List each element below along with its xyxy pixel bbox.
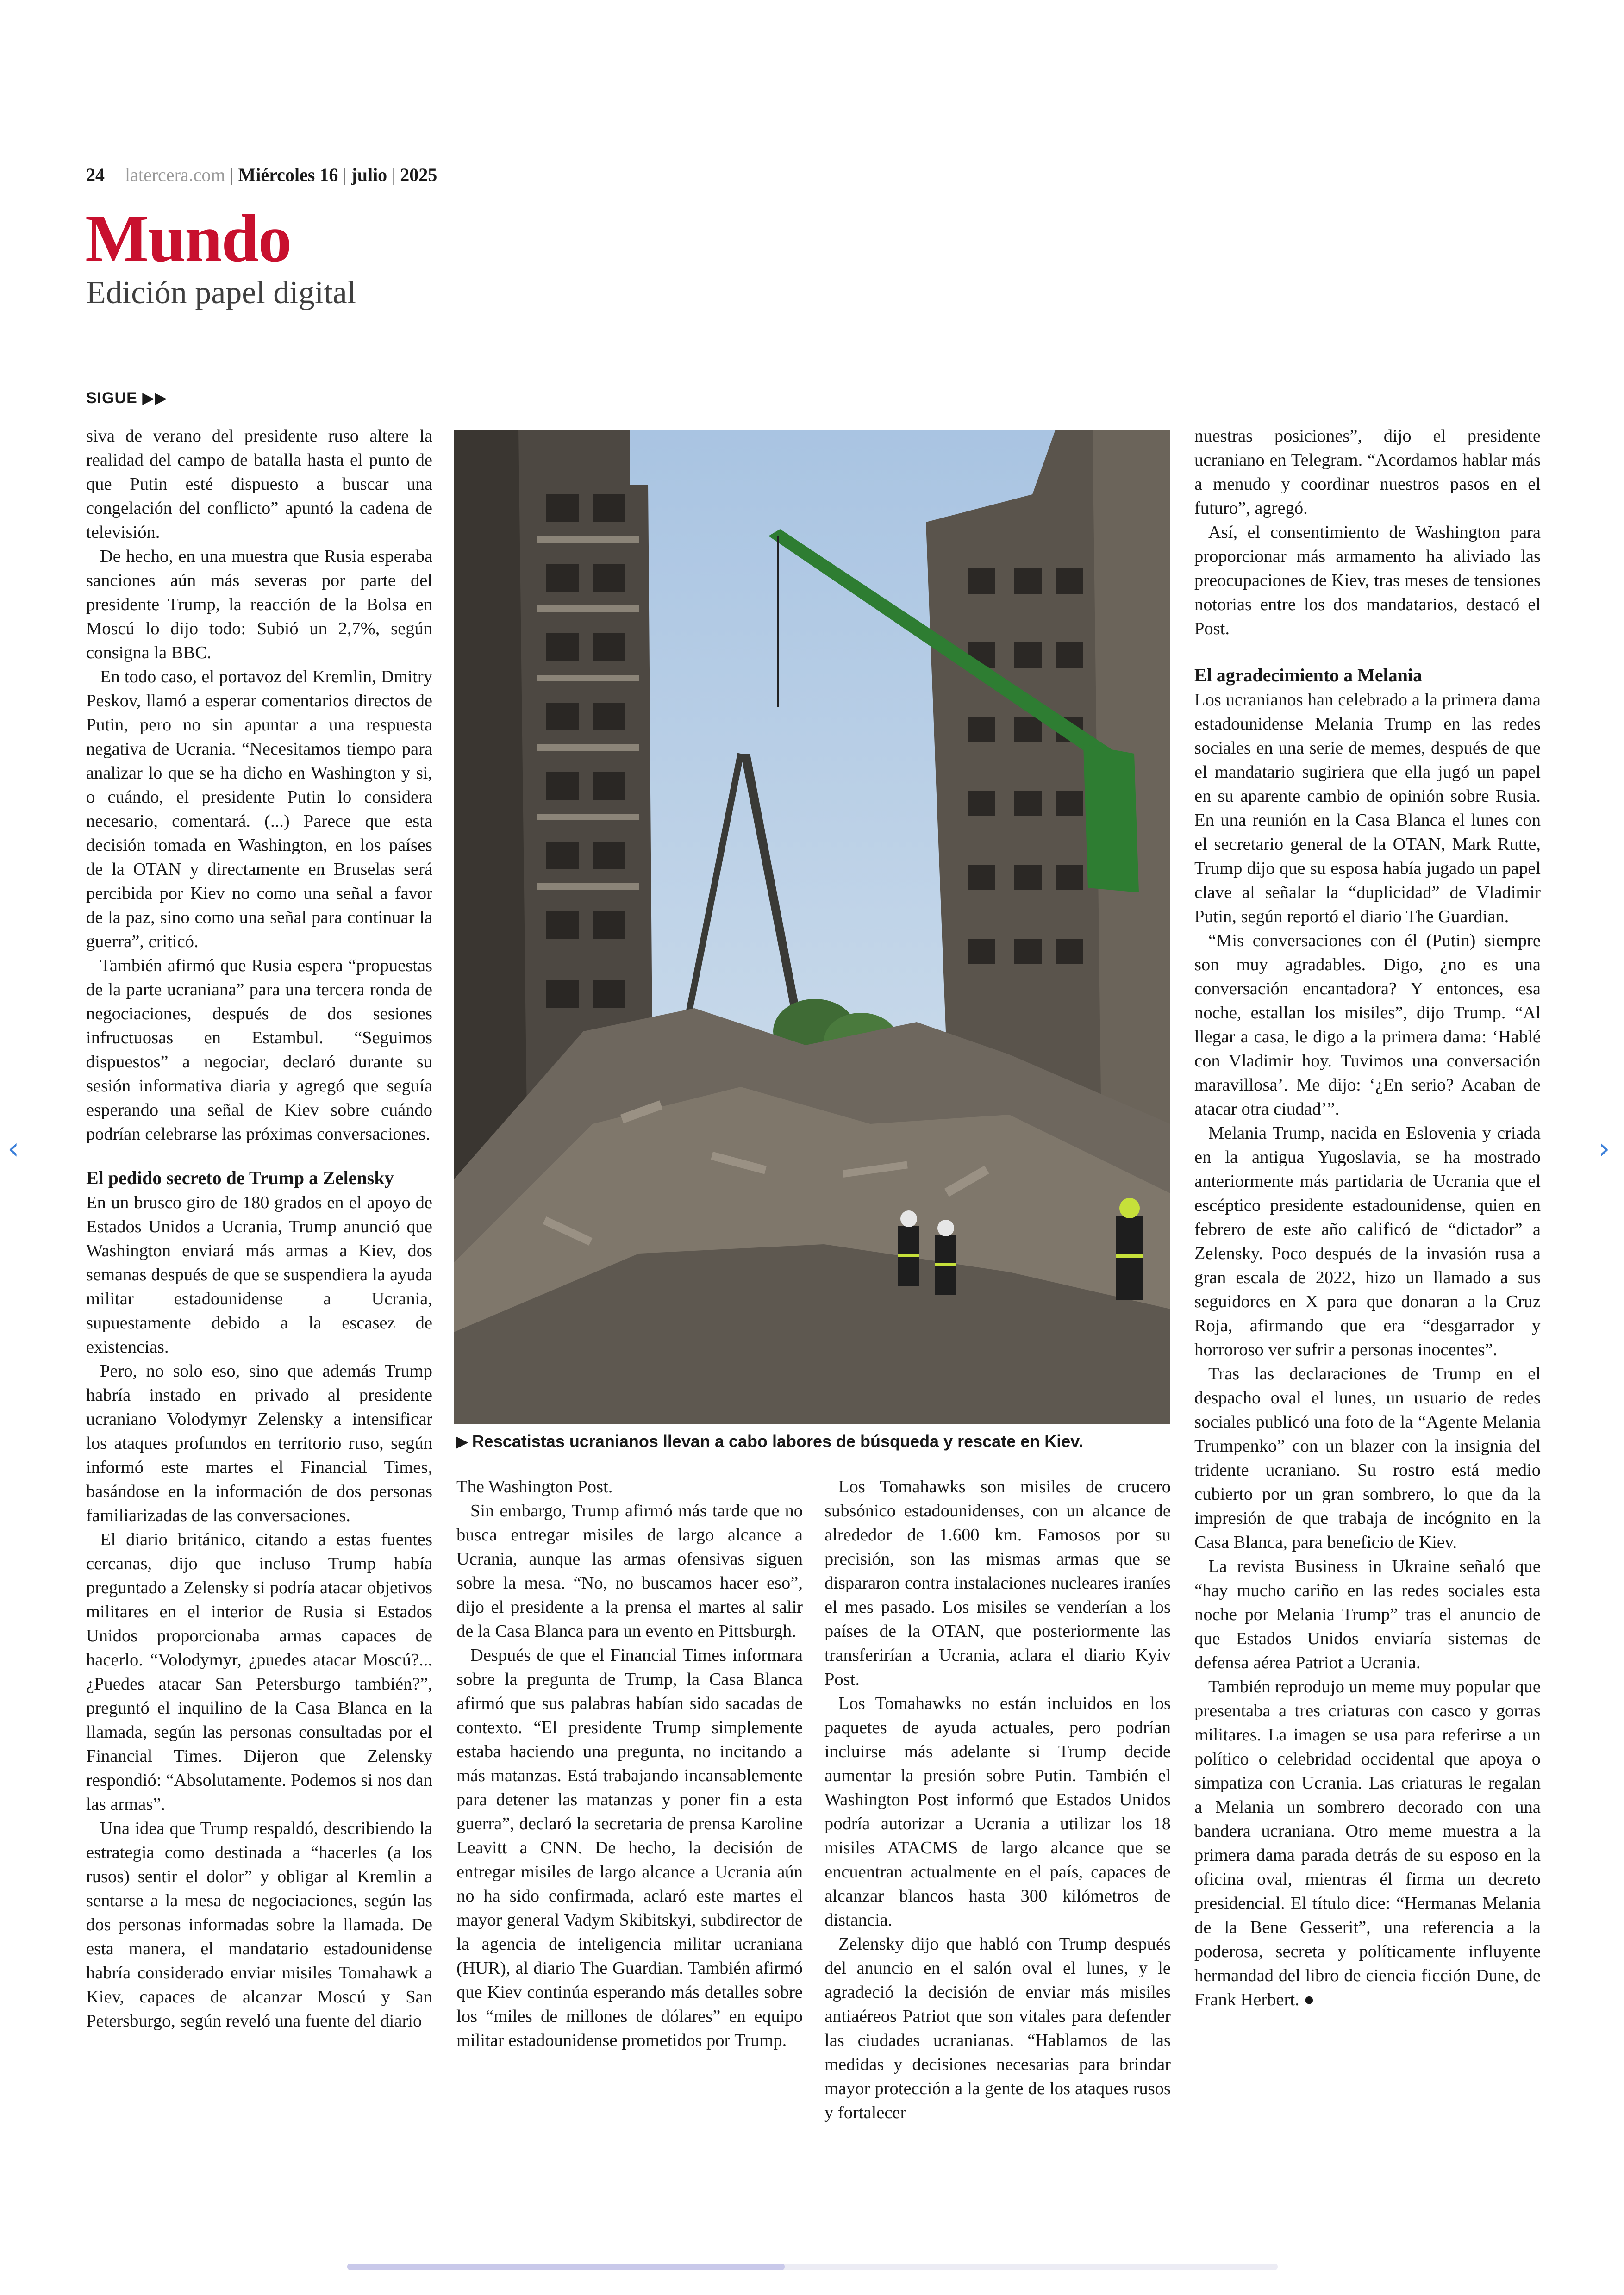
article-column-4: [1194, 424, 1541, 2012]
news-photo: [454, 430, 1170, 1424]
next-page-button[interactable]: [1598, 1134, 1610, 1164]
subheading: El agradecimiento a Melania: [1194, 665, 1423, 686]
paragraph: Los Tomahawks son misiles de crucero subsónico estadounidenses, con un alcance de alrededor de 1.600 km. Famosos por su precisión, son las mismas armas que se dispararon contra instalaciones nucleares iraníes el mes pasado. Los misiles se venderían a los países de la OTAN, que posteriormente las transferirían a Ucrania, aclara el diario Kyiv Post.: [824, 1477, 1171, 1689]
subheading: El pedido secreto de Trump a Zelensky: [86, 1167, 394, 1188]
section-title: Mundo: [85, 201, 291, 276]
paragraph: Una idea que Trump respaldó, describiendo la estrategia como destinada a “hacerles (a los rusos) sentir el dolor” y obligar al Kremlin a sentarse a la mesa de negociaciones, según las dos personas informadas sobre la llamada. De esta manera, el mandatario estadounidense habría considerado enviar misiles Tomahawk a Kiev, capaces de alcanzar Moscú y San Petersburgo, según reveló una fuente del diario: [86, 1819, 432, 2031]
paragraph: En todo caso, el portavoz del Kremlin, Dmitry Peskov, llamó a esperar comentarios directos de Putin, pero no sin apuntar a una respuesta negativa de Ucrania. “Necesitamos tiempo para analizar lo que se ha dicho en Washington y si, o cuándo, el presidente Putin lo considera necesario, comentará. (...) Parece que esta decisión tomada en Washington, en los países de la OTAN y directamente en Bruselas será percibida por Kiev no como una señal a favor de la paz, sino como una señal para continuar la guerra”, criticó.: [86, 667, 432, 951]
paragraph: nuestras posiciones”, dijo el presidente ucraniano en Telegram. “Acordamos hablar más a menudo y coordinar nuestros pasos en el futuro”, agregó.: [1194, 426, 1541, 518]
date-month: julio: [351, 164, 387, 185]
page-scrollbar-thumb[interactable]: [347, 2264, 785, 2270]
paragraph: Así, el consentimiento de Washington para proporcionar más armamento ha aliviado las preocupaciones de Kiev, tras meses de tensiones notorias entre los dos mandatarios, destacó el Post.: [1194, 523, 1541, 638]
page-number: 24: [86, 164, 105, 185]
date-weekday: Miércoles 16: [238, 164, 338, 185]
paragraph: Pero, no solo eso, sino que además Trump habría instado en privado al presidente ucraniano Volodymyr Zelensky a intensificar los ataques profundos en territorio ruso, según informó este martes el Financial Times, basándose en la información de dos personas familiarizadas de las conversaciones.: [86, 1361, 432, 1525]
paragraph: También afirmó que Rusia espera “propuestas de la parte ucraniana” para una tercera ronda de negociaciones, después de dos sesiones infructuosas en Estambul. “Seguimos dispuestos” a negociar, declaró durante su sesión informativa diaria y agregó que seguía esperando una señal de Kiev sobre cuándo podrían celebrarse las próximas conversaciones.: [86, 956, 432, 1144]
paragraph: De hecho, en una muestra que Rusia esperaba sanciones aún más severas por parte del presidente Trump, la reacción de la Bolsa en Moscú lo dijo todo: Subió un 2,7%, según consigna la BBC.: [86, 547, 432, 662]
paragraph: En un brusco giro de 180 grados en el apoyo de Estados Unidos a Ucrania, Trump anunció que Washington enviará más armas a Kiev, dos semanas después de que se suspendiera la ayuda militar estadounidense a Ucrania, supuestamente debido a la escasez de existencias.: [86, 1193, 432, 1357]
paragraph: Después de que el Financial Times informara sobre la pregunta de Trump, la Casa Blanca afirmó que sus palabras habían sido sacadas de contexto. “El presidente Trump simplemente estaba haciendo una pregunta, no incitando a más matanzas. Está trabajando incansablemente para detener las matanzas y poner fin a esta guerra”, declaró la secretaria de prensa Karoline Leavitt a CNN. De hecho, la decisión de entregar misiles de largo alcance a Ucrania aún no ha sido confirmada, aclaró este martes el mayor general Vadym Skibitskyi, subdirector de la agencia de inteligencia militar ucraniana (HUR), al diario The Guardian. También afirmó que Kiev continúa esperando más detalles sobre los “miles de millones de dólares” en equipo militar estadounidense prometidos por Trump.: [456, 1646, 803, 2050]
previous-page-button[interactable]: [7, 1134, 19, 1164]
article-column-1: [86, 424, 432, 2033]
caption-triangle-icon: ▶: [456, 1432, 468, 1451]
photo-caption: [456, 1430, 1173, 1453]
article-column-3: [824, 1475, 1171, 2125]
paragraph: siva de verano del presidente ruso altere la realidad del campo de batalla hasta el punto de que Putin esté dispuesto a buscar una congelación del conflicto” apuntó la cadena de televisión.: [86, 426, 432, 542]
end-mark-icon: ●: [1304, 1990, 1315, 2009]
paragraph: La revista Business in Ukraine señaló que “hay mucho cariño en las redes sociales esta noche por Melania Trump” tras el anuncio de que Estados Unidos enviaría sistemas de defensa aérea Patriot a Ucrania.: [1194, 1557, 1541, 1672]
chevron-left-icon: ‹: [7, 1132, 19, 1166]
caption-text: Rescatistas ucranianos llevan a cabo labores de búsqueda y rescate en Kiev.: [472, 1432, 1083, 1451]
site-name: latercera.com: [125, 164, 225, 185]
paragraph: The Washington Post.: [456, 1477, 613, 1497]
continuation-label: SIGUE ▶▶: [86, 389, 168, 407]
paragraph: Melania Trump, nacida en Eslovenia y criada en la antigua Yugoslavia, se ha mostrado anteriormente más partidaria de Ucrania que el escéptico presidente estadounidense, quien en febrero de este año calificó de “dictador” a Zelensky. Poco después de la invasión rusa a gran escala de 2022, hizo un llamado a sus seguidores en X para que donaran a la Cruz Roja, afirmando que era “desgarrador y horroroso ver sufrir a personas inocentes”.: [1194, 1123, 1541, 1360]
paragraph: Tras las declaraciones de Trump en el despacho oval el lunes, un usuario de redes sociales publicó una foto de la “Agente Melania Trumpenko” con un blazer con la insignia del tridente ucraniano. Su rostro está medio cubierto por un gran sombrero, lo que da la impresión de que trabaja de incógnito en la Casa Blanca, para beneficio de Kiev.: [1194, 1364, 1541, 1552]
chevron-right-icon: ›: [1598, 1132, 1610, 1166]
paragraph: [1194, 1675, 1541, 2012]
paragraph: “Mis conversaciones con él (Putin) siempre son muy agradables. Digo, ¿no es una conversación encantadora? Y entonces, esa noche, estallan los misiles”, dijo Trump. “Al llegar a casa, le digo a la primera dama: ‘Hablé con Vladimir hoy. Tuvimos una conversación maravillosa’. Me dijo: ‘¿En serio? Acaban de atacar otra ciudad’”.: [1194, 931, 1541, 1119]
rescue-scene-illustration: [454, 430, 1170, 1424]
paragraph: Los ucranianos han celebrado a la primera dama estadounidense Melania Trump en las redes sociales en una serie de memes, después de que el mandatario sugiriera que ella jugó un papel en su aparente cambio de opinión sobre Rusia. En una reunión en la Casa Blanca el lunes con el secretario general de la OTAN, Mark Rutte, Trump dijo que su esposa había jugado un papel clave al señalar la “duplicidad” de Vladimir Putin, según reportó el diario The Guardian.: [1194, 690, 1541, 926]
paragraph-text: También reprodujo un meme muy popular que presentaba a tres criaturas con casco y gorras militares. La imagen se usa para referirse a un político o celebridad occidental que apoya o simpatiza con Ucrania. Las criaturas le regalan a Melania un sombrero decorado con una bandera ucraniana. Otro meme muestra a la primera dama parada detrás de su esposo en la oficina oval, mientras él firma un decreto presidencial. El título dice: “Hermanas Melania de la Bene Gesserit”, una referencia a la poderosa, secreta y políticamente influyente hermandad del libro de ciencia ficción Dune, de Frank Herbert.: [1194, 1677, 1541, 2009]
paragraph: Sin embargo, Trump afirmó más tarde que no busca entregar misiles de largo alcance a Ucrania, aunque las armas ofensivas siguen sobre la mesa. “No, no buscamos hacer eso”, dijo el presidente a la prensa el martes al salir de la Casa Blanca para un evento en Pittsburgh.: [456, 1501, 803, 1641]
paragraph: El diario británico, citando a estas fuentes cercanas, dijo que incluso Trump había preguntado a Zelensky si podría atacar objetivos militares en el interior de Rusia si Estados Unidos proporcionaba armas capaces de hacerlo. “Volodymyr, ¿puedes atacar Moscú?... ¿Puedes atacar San Petersburgo también?”, preguntó el inquilino de la Casa Blanca en la llamada, según las personas consultadas por el Financial Times. Dijeron que Zelensky respondió: “Absolutamente. Podemos si nos dan las armas”.: [86, 1530, 432, 1814]
paragraph: Los Tomahawks no están incluidos en los paquetes de ayuda actuales, pero podrían incluirse más adelante si Trump decide aumentar la presión sobre Putin. También el Washington Post informó que Estados Unidos podría autorizar a Ucrania a utilizar los 18 misiles ATACMS de largo alcance que se encuentran actualmente en el país, capaces de alcanzar blancos hasta 300 kilómetros de distancia.: [824, 1694, 1171, 1930]
article-column-2: [456, 1475, 803, 2052]
date-year: 2025: [400, 164, 437, 185]
page-folio: 24 latercera.com | Miércoles 16 | julio | 2025: [86, 164, 437, 185]
paragraph: Zelensky dijo que habló con Trump después del anuncio en el salón oval el lunes, y le agradeció la decisión de enviar más misiles antiaéreos Patriot que son vitales para defender las ciudades ucranianas. “Hablamos de las medidas y decisiones necesarias para brindar mayor protección a la gente de los ataques rusos y fortalecer: [824, 1934, 1171, 2122]
section-subtitle: Edición papel digital: [86, 275, 356, 311]
